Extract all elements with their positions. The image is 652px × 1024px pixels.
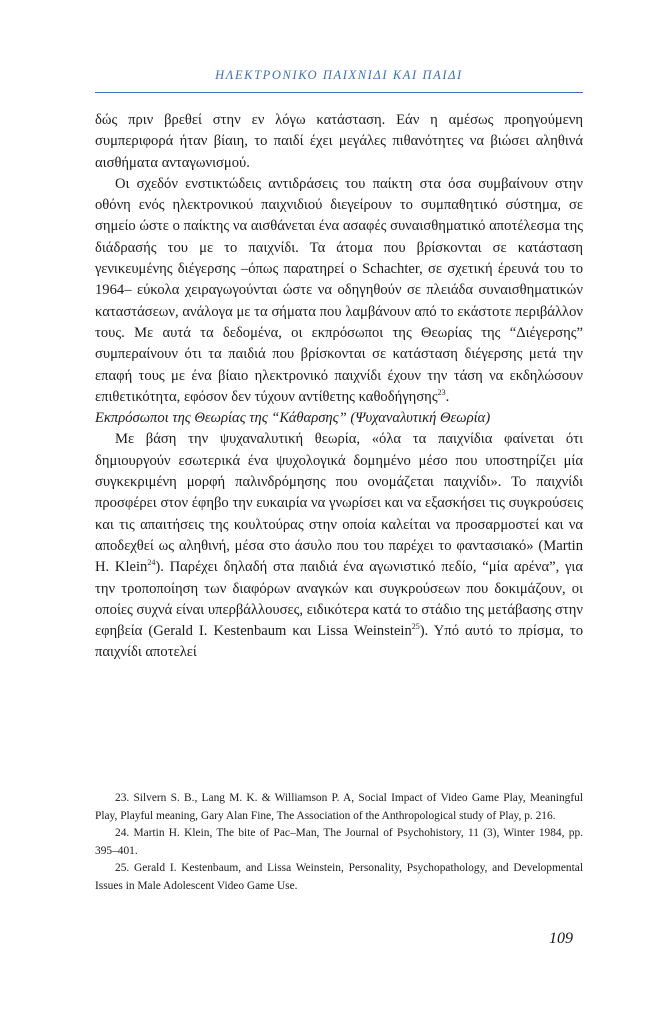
paragraph-3-text-a: Με βάση την ψυχαναλυτική θεωρία, «όλα τα παιχνίδια φαίνεται ότι δημιουργούν εσωτερικά ένα ψυχολογικά δομημένο μέσο που υποστηρίζει μία συγκεκριμένη μορφή παλινδρόμησης που ονομάζεται παιχνίδι». Το παιχνίδι προσφέρει στον έφηβο την ευκαιρία να γνωρίσει και να εξασκήσει τις συγκρούσεις και τις απαιτήσεις της κουλτούρας στην οποία καλείται να προσαρμοστεί και να αποδεχθεί ως αληθινή, μέσα στο άσυλο που του παρέχει το φαντασιακό» (Martin H. Klein bbox=[95, 431, 583, 576]
paragraph-3 bbox=[95, 429, 583, 663]
paragraph-2-text: Οι σχεδόν ενστικτώδεις αντιδράσεις του παίκτη στα όσα συμβαίνουν στην οθόνη ενός ηλεκτρονικού παιχνιδιού διεγείρουν το συμπαθητικό σύστημα, σε σημείο ώστε ο παίκτης να αισθάνεται ένα ασαφές συναισθηματικό αποτέλεσμα της διάδρασής του με το παιχνίδι. Τα άτομα που βρίσκονται σε κατάσταση γενικευμένης διέγερσης –όπως παρατηρεί ο Schachter, σε σχετική έρευνά του το 1964– εύκολα χειραγωγούνται ώστε να οδηγηθούν σε πλειάδα συναισθηματικών καταστάσεων, ανάλογα με τα σήματα που λαμβάνουν από το εκάστοτε περιβάλλον τους. Με αυτά τα δεδομένα, οι εκπρόσωποι της Θεωρίας της “Διέγερσης” συμπεραίνουν ότι τα παιδιά που βρίσκονται σε κατάσταση διέγερσης μετά την επαφή τους με ένα βίαιο ηλεκτρονικό παιχνίδι έχουν την τάση να εκδηλώσουν επιθετικότητα, εφόσον δεν τύχουν αντίθετης καθοδήγησης bbox=[95, 175, 583, 405]
header-rule bbox=[95, 92, 583, 93]
paragraph-2 bbox=[95, 174, 583, 408]
footnote-25: 25. Gerald I. Kestenbaum, and Lissa Weinstein, Personality, Psychopathology, and Developmental Issues in Male Adolescent Video Game Use. bbox=[95, 862, 583, 892]
footnote-24: 24. Martin H. Klein, The bite of Pac–Man, The Journal of Psychohistory, 11 (3), Winter 1984, pp. 395–401. bbox=[95, 827, 583, 857]
footnote-23: 23. Silvern S. B., Lang M. K. & Williamson P. A, Social Impact of Video Game Play, Meaningful Play, Playful meaning, Gary Alan Fine, The Association of the Anthropological study of Play, p. 216. bbox=[95, 792, 583, 822]
footnote-ref-23: 23 bbox=[437, 388, 446, 397]
page-number: 109 bbox=[549, 930, 573, 947]
paragraph-2-end: . bbox=[445, 388, 450, 405]
paragraph-1: δώς πριν βρεθεί στην εν λόγω κατάσταση. Εάν η αμέσως προηγούμενη συμπεριφορά ήταν βίαιη, το παιδί έχει μεγάλες πιθανότητες να βιώσει αληθινά αισθήματα ανταγωνισμού. bbox=[95, 112, 583, 171]
footnotes bbox=[95, 790, 583, 895]
section-heading: Εκπρόσωποι της Θεωρίας της “Κάθαρσης” (Ψυχαναλυτική Θεωρία) bbox=[95, 410, 491, 427]
paragraph-3-text-b: ). Παρέχει δηλαδή στα παιδιά ένα αγωνιστικό πεδίο, “μία αρένα”, για την τροποποίηση των διαφόρων αναγκών και συγκρούσεων που δοκιμάζουν, οι οποίες συχνά είναι υπερβάλλουσες, ειδικότερα κατά το στάδιο της μετάβασης στην εφηβεία (Gerald I. Kestenbaum και Lissa Weinstein bbox=[95, 559, 584, 640]
footnote-ref-25: 25 bbox=[411, 622, 420, 632]
running-header: ΗΛΕΚΤΡΟΝΙΚΟ ΠΑΙΧΝΙΔΙ ΚΑΙ ΠΑΙΔΙ bbox=[215, 68, 463, 82]
paragraph-3-text-c: ). Υπό αυτό το πρίσμα, το παιχνίδι αποτελεί bbox=[95, 623, 583, 661]
body-text bbox=[95, 110, 583, 664]
footnote-ref-24: 24 bbox=[147, 558, 156, 568]
